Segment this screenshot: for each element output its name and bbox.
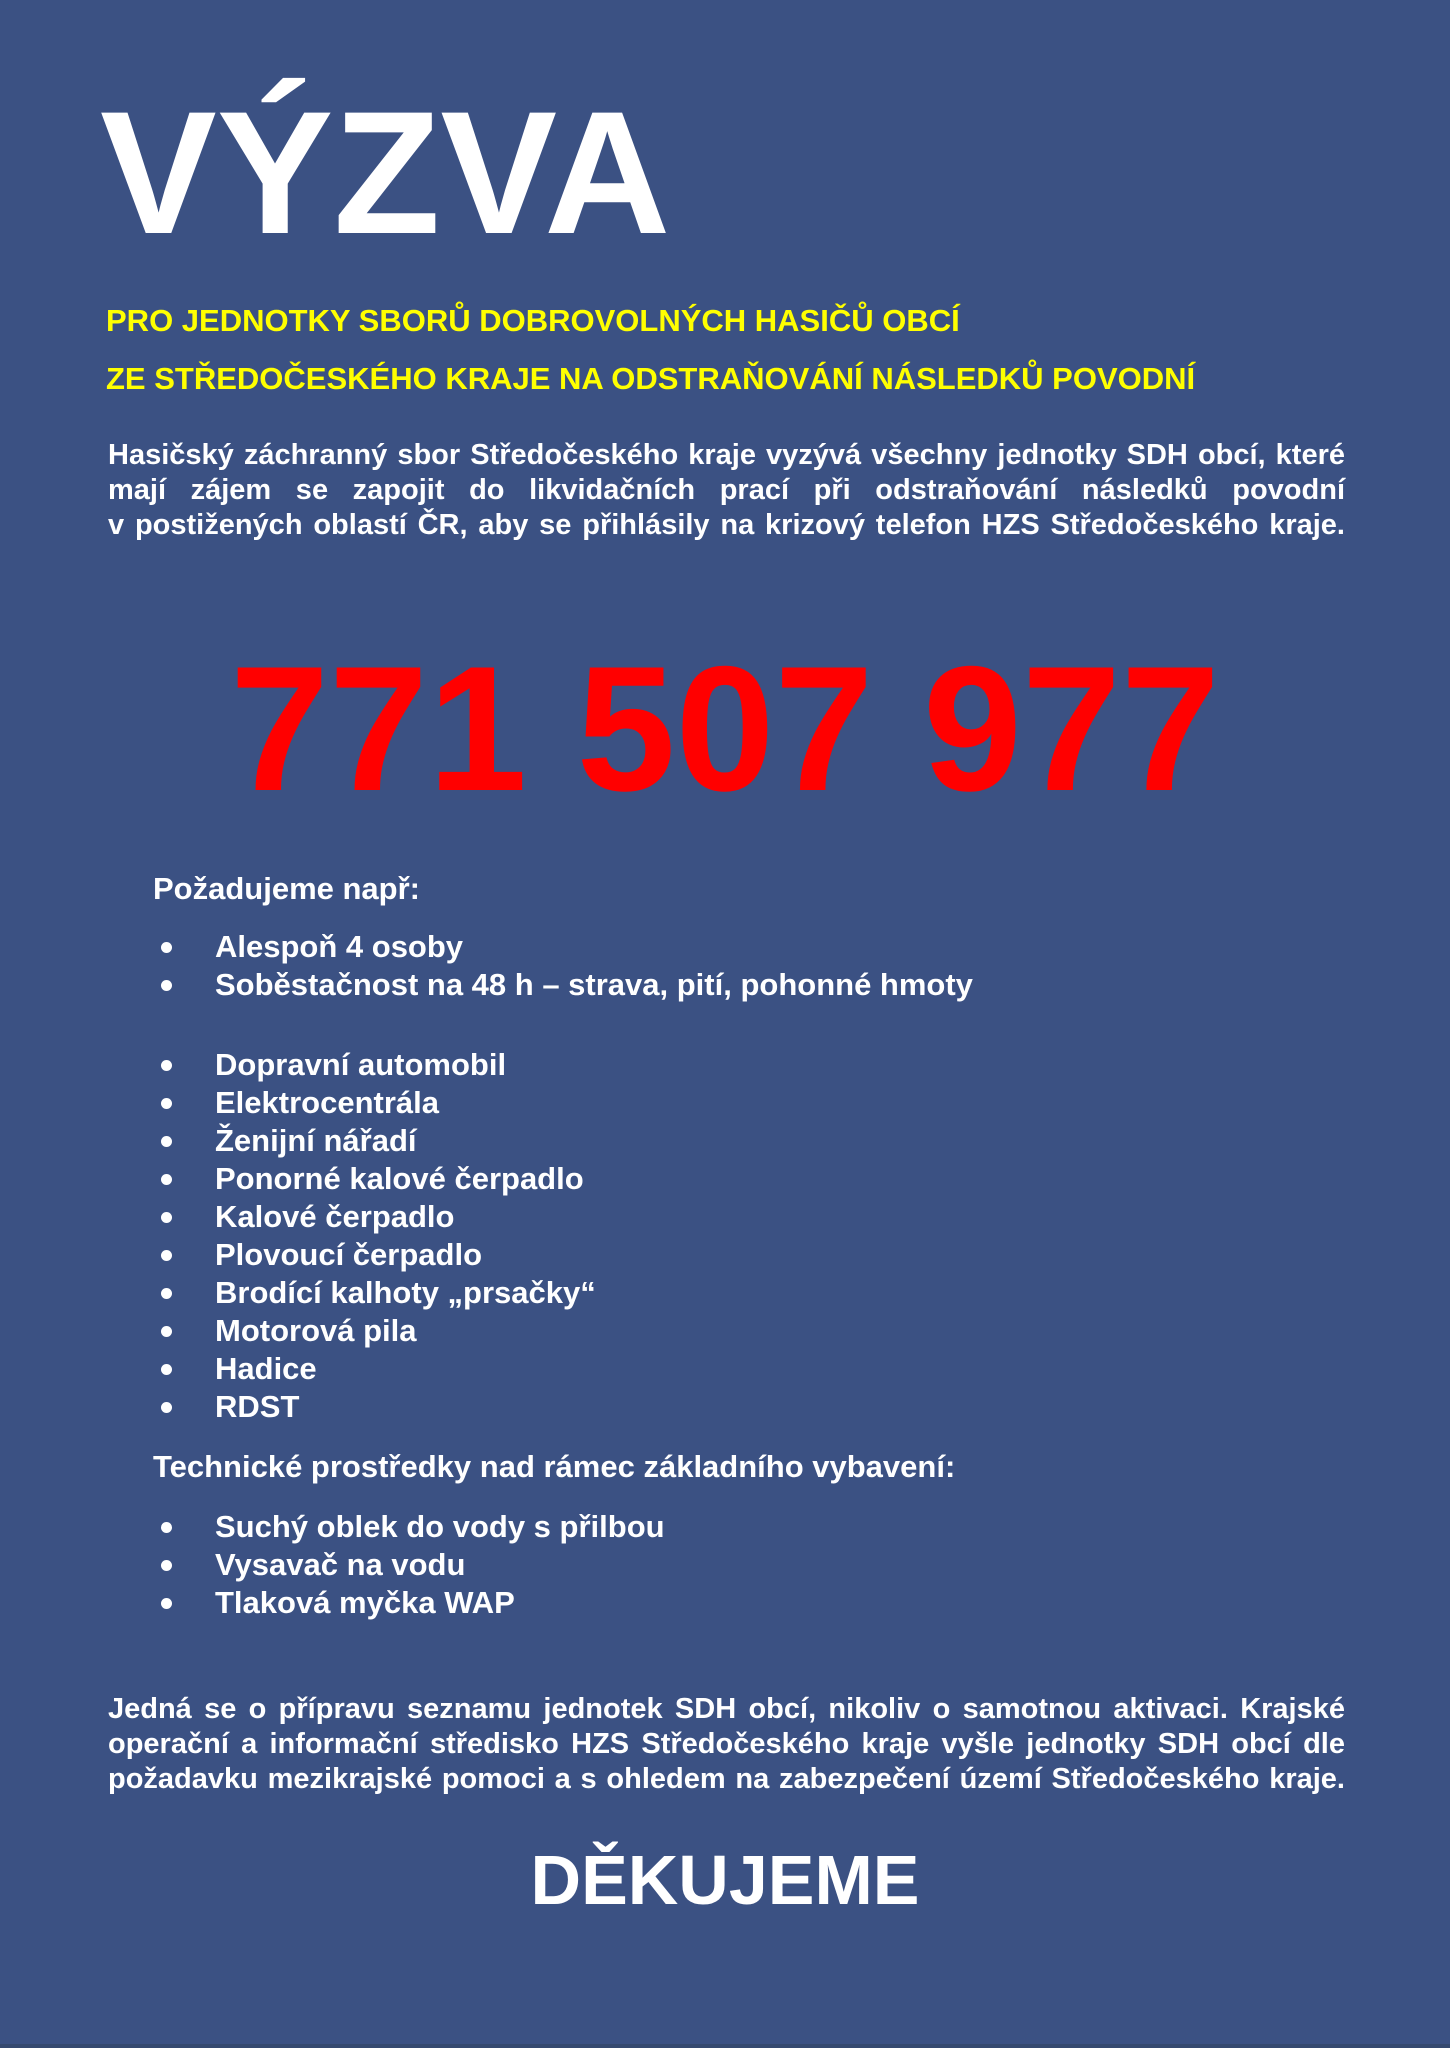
list-item	[161, 1236, 596, 1274]
list-item-label: Vysavač na vodu	[215, 1547, 466, 1582]
list-item	[161, 1508, 665, 1546]
list-item-label: Kalové čerpadlo	[215, 1199, 455, 1234]
bullet-icon	[161, 1136, 172, 1147]
list-item-label: Tlaková myčka WAP	[215, 1585, 515, 1620]
technical-heading: Technické prostředky nad rámec základního vybavení:	[153, 1449, 956, 1484]
list-item-label: Motorová pila	[215, 1313, 417, 1348]
bullet-icon	[161, 1060, 172, 1071]
closing-line-3: požadavku mezikrajské pomoci a s ohledem na zabezpečení území Středočeského kraje.	[108, 1763, 1345, 1795]
intro-paragraph	[108, 438, 1345, 543]
list-item	[161, 1388, 596, 1426]
list-item	[161, 1046, 596, 1084]
thanks-banner: DĚKUJEME	[530, 1841, 920, 1919]
list-item-label: Hadice	[215, 1351, 317, 1386]
list-item	[161, 1198, 596, 1236]
bullet-icon	[161, 1212, 172, 1223]
list-item-label: Ponorné kalové čerpadlo	[215, 1161, 584, 1196]
subtitle-line-1: PRO JEDNOTKY SBORŮ DOBROVOLNÝCH HASIČŮ OBCÍ	[106, 303, 960, 338]
bottom-edge-divider	[0, 2044, 1450, 2048]
poster-title: VÝZVA	[100, 76, 671, 271]
closing-line-2: operační a informační středisko HZS Středočeského kraje vyšle jednotky SDH obcí dle	[108, 1728, 1345, 1760]
bullet-icon	[161, 1364, 172, 1375]
list-item-label: RDST	[215, 1389, 300, 1424]
intro-line-3: v postižených oblastí ČR, aby se přihlásily na krizový telefon HZS Středočeského kraje.	[108, 509, 1345, 541]
bullet-icon	[161, 1560, 172, 1571]
list-item	[161, 966, 973, 1004]
bullet-icon	[161, 942, 172, 953]
list-item-label: Dopravní automobil	[215, 1047, 507, 1082]
list-item-label: Suchý oblek do vody s přilbou	[215, 1509, 665, 1544]
intro-line-1: Hasičský záchranný sbor Středočeského kraje vyzývá všechny jednotky SDH obcí, které	[108, 439, 1345, 471]
list-item-label: Ženijní nářadí	[215, 1123, 417, 1158]
closing-line-1: Jedná se o přípravu seznamu jednotek SDH obcí, nikoliv o samotnou aktivaci. Krajské	[108, 1693, 1345, 1725]
requirements-list-primary	[161, 928, 973, 1004]
list-item	[161, 1312, 596, 1350]
requirements-heading: Požadujeme např:	[153, 871, 420, 906]
list-item	[161, 1160, 596, 1198]
bullet-icon	[161, 1098, 172, 1109]
intro-line-2: mají zájem se zapojit do likvidačních prací při odstraňování následků povodní	[108, 474, 1345, 506]
bullet-icon	[161, 1598, 172, 1609]
list-item-label: Elektrocentrála	[215, 1085, 439, 1120]
bullet-icon	[161, 1326, 172, 1337]
list-item-label: Plovoucí čerpadlo	[215, 1237, 483, 1272]
list-item	[161, 1584, 665, 1622]
list-item	[161, 1084, 596, 1122]
technical-list	[161, 1508, 665, 1622]
bullet-icon	[161, 1288, 172, 1299]
list-item-label: Soběstačnost na 48 h – strava, pití, pohonné hmoty	[215, 967, 973, 1002]
closing-paragraph	[108, 1692, 1345, 1797]
equipment-list	[161, 1046, 596, 1426]
list-item	[161, 928, 973, 966]
bullet-icon	[161, 1174, 172, 1185]
list-item	[161, 1350, 596, 1388]
bullet-icon	[161, 1522, 172, 1533]
subtitle-line-2: ZE STŘEDOČESKÉHO KRAJE NA ODSTRAŇOVÁNÍ NÁSLEDKŮ POVODNÍ	[106, 361, 1196, 396]
list-item	[161, 1546, 665, 1584]
emergency-phone-number: 771 507 977	[230, 629, 1220, 828]
bullet-icon	[161, 980, 172, 991]
list-item	[161, 1274, 596, 1312]
list-item-label: Alespoň 4 osoby	[215, 929, 464, 964]
bullet-icon	[161, 1402, 172, 1413]
list-item	[161, 1122, 596, 1160]
list-item-label: Brodící kalhoty „prsačky“	[215, 1275, 596, 1310]
bullet-icon	[161, 1250, 172, 1261]
